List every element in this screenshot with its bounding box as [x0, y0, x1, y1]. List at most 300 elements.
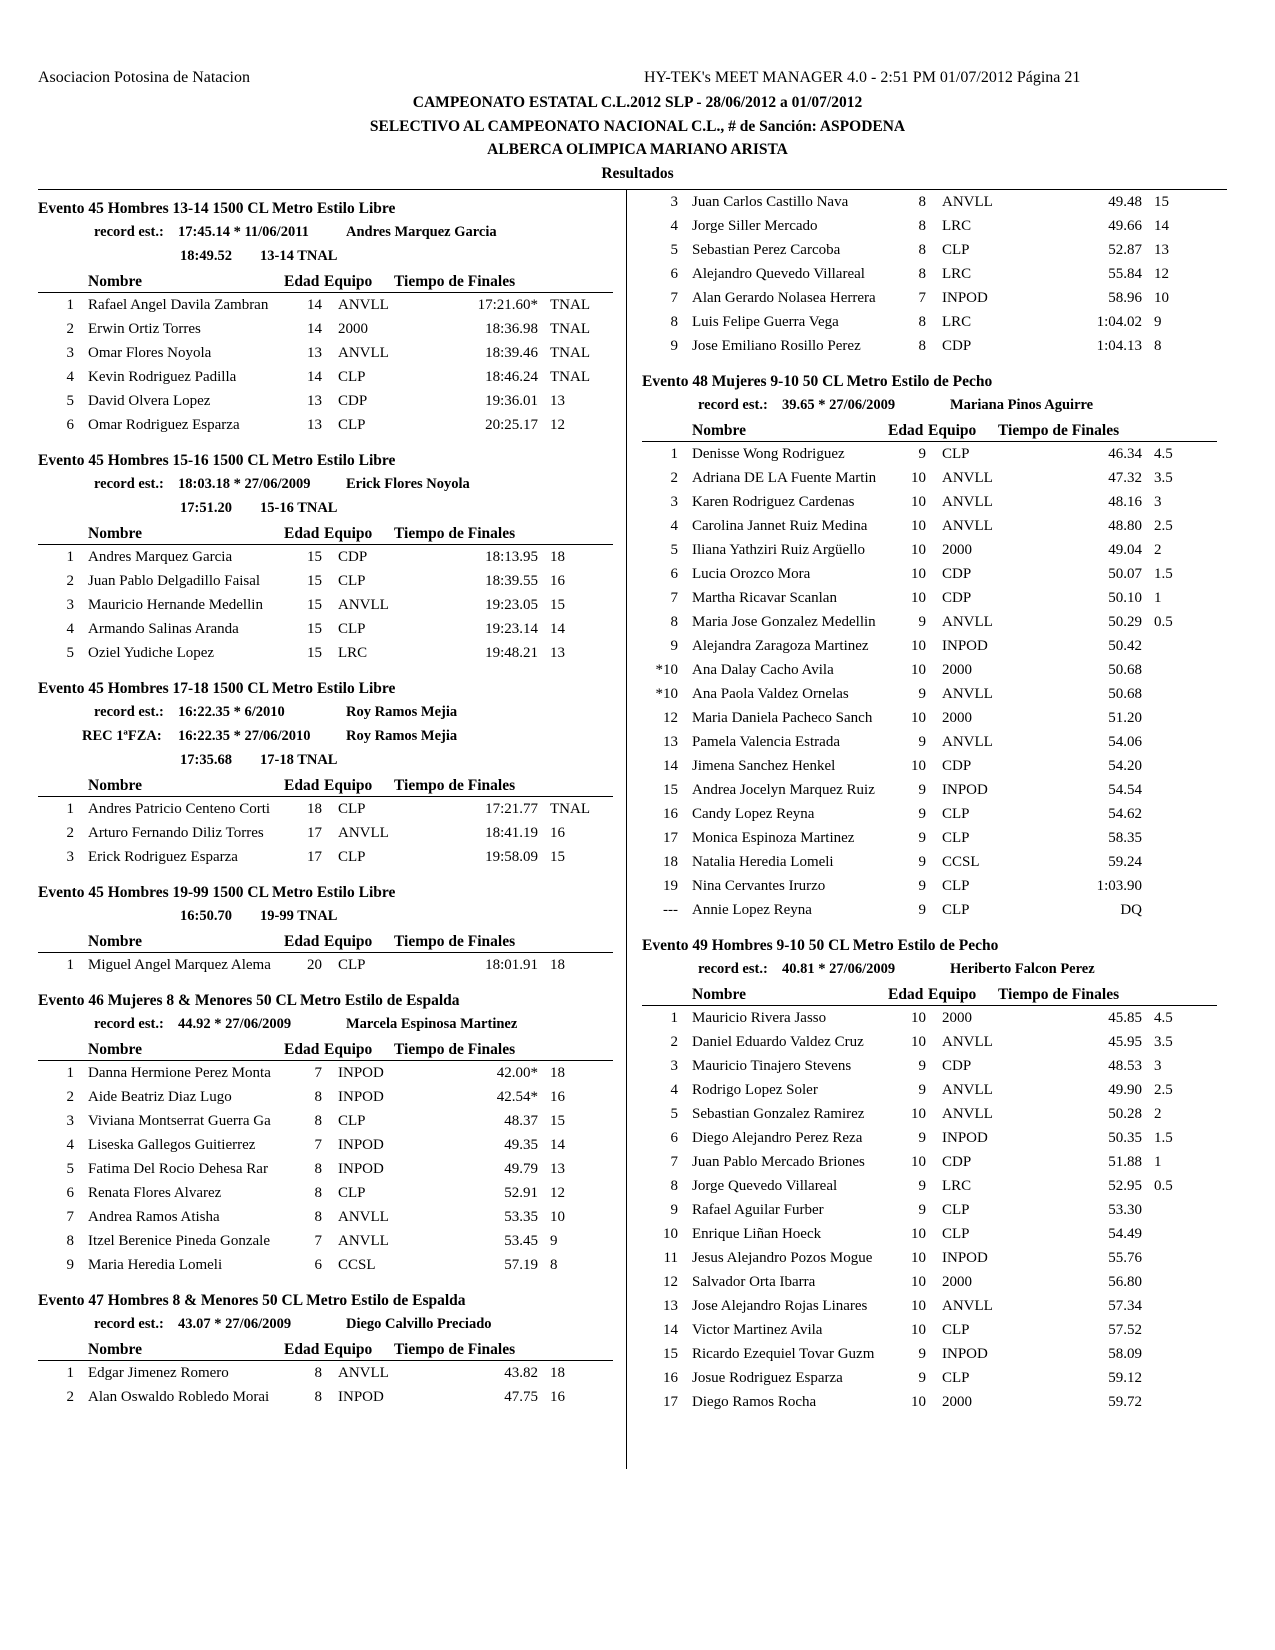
team: ANVLL	[942, 518, 993, 534]
record-line	[642, 393, 1217, 417]
place: 14	[663, 1322, 678, 1338]
age: 10	[911, 1106, 926, 1122]
points: 0.5	[1154, 1178, 1173, 1194]
team: CDP	[942, 758, 972, 774]
points: 8	[1154, 338, 1162, 354]
points: 1.5	[1154, 1130, 1173, 1146]
swimmer-name: Arturo Fernando Diliz Torres	[88, 825, 264, 841]
team: 2000	[942, 542, 972, 558]
final-time: 1:03.90	[1096, 878, 1142, 894]
points: 3.5	[1154, 1034, 1173, 1050]
place: 7	[670, 590, 678, 606]
points: 13	[1154, 242, 1169, 258]
header-time: Tiempo de Finales	[394, 933, 516, 950]
result-row	[642, 1006, 1217, 1030]
team: CLP	[338, 417, 366, 433]
swimmer-name: Maria Heredia Lomeli	[88, 1257, 223, 1273]
result-row	[642, 262, 1217, 286]
team: LRC	[942, 314, 972, 330]
age: 9	[918, 1346, 926, 1362]
result-row	[642, 1102, 1217, 1126]
points: TNAL	[550, 321, 590, 337]
final-time: 49.48	[1108, 194, 1142, 210]
team: CLP	[942, 1202, 970, 1218]
record-holder: Roy Ramos Mejia	[346, 728, 458, 744]
age: 9	[918, 1370, 926, 1386]
record-holder: 15-16 TNAL	[260, 500, 338, 516]
final-time: 50.07	[1108, 566, 1142, 582]
age: 9	[918, 1178, 926, 1194]
swimmer-name: Rafael Angel Davila Zambran	[88, 297, 269, 313]
result-row	[38, 1181, 613, 1205]
final-time: 50.10	[1108, 590, 1142, 606]
team: CLP	[338, 1113, 366, 1129]
place: 1	[66, 1365, 74, 1381]
place: 8	[66, 1233, 74, 1249]
place: 17	[663, 1394, 678, 1410]
age: 10	[911, 1274, 926, 1290]
meet-subtitle: SELECTIVO AL CAMPEONATO NACIONAL C.L., # de Sanción: ASPODENA	[369, 118, 906, 135]
result-row	[38, 821, 613, 845]
points: 2.5	[1154, 1082, 1173, 1098]
place: 16	[663, 806, 678, 822]
swimmer-name: Edgar Jimenez Romero	[88, 1365, 229, 1381]
points: 16	[550, 1389, 565, 1405]
age: 10	[911, 1250, 926, 1266]
swimmer-name: Mauricio Rivera Jasso	[692, 1010, 827, 1026]
team: CLP	[338, 369, 366, 385]
venue: ALBERCA OLIMPICA MARIANO ARISTA	[487, 141, 788, 158]
result-row	[38, 641, 613, 665]
swimmer-name: Maria Jose Gonzalez Medellin	[692, 614, 876, 630]
result-row	[642, 1150, 1217, 1174]
result-row	[38, 1061, 613, 1085]
event-title: Evento 45 Hombres 13-14 1500 CL Metro Estilo Libre	[38, 200, 396, 217]
points: 4.5	[1154, 446, 1173, 462]
team: CLP	[942, 878, 970, 894]
place: 14	[663, 758, 678, 774]
place: 1	[66, 957, 74, 973]
swimmer-name: Itzel Berenice Pineda Gonzale	[88, 1233, 270, 1249]
result-row	[642, 538, 1217, 562]
column-headers	[38, 928, 613, 953]
record-time: 17:35.68	[180, 752, 232, 768]
swimmer-name: Kevin Rodriguez Padilla	[88, 369, 237, 385]
place: 6	[670, 266, 678, 282]
place: 5	[66, 393, 74, 409]
record-holder: Erick Flores Noyola	[346, 476, 470, 492]
points: 13	[550, 645, 565, 661]
team: INPOD	[942, 290, 988, 306]
result-row	[642, 286, 1217, 310]
team: ANVLL	[942, 614, 993, 630]
header-team: Equipo	[324, 525, 373, 542]
place: 2	[66, 573, 74, 589]
event-title: Evento 48 Mujeres 9-10 50 CL Metro Estilo de Pecho	[642, 373, 993, 390]
final-time: 58.96	[1108, 290, 1142, 306]
team: CDP	[942, 1154, 972, 1170]
event-title: Evento 46 Mujeres 8 & Menores 50 CL Metro Estilo de Espalda	[38, 992, 460, 1009]
age: 8	[918, 266, 926, 282]
age: 10	[911, 542, 926, 558]
swimmer-name: Oziel Yudiche Lopez	[88, 645, 215, 661]
swimmer-name: Mauricio Hernande Medellin	[88, 597, 263, 613]
age: 13	[307, 393, 322, 409]
place: 5	[670, 542, 678, 558]
header-name: Nombre	[88, 933, 142, 950]
place: 6	[66, 417, 74, 433]
team: ANVLL	[338, 825, 389, 841]
points: 12	[550, 417, 565, 433]
result-row	[38, 593, 613, 617]
record-label: record est.:	[94, 224, 164, 240]
team: CLP	[338, 1185, 366, 1201]
final-time: 19:23.14	[485, 621, 538, 637]
final-time: 18:41.19	[485, 825, 538, 841]
swimmer-name: Jose Alejandro Rojas Linares	[692, 1298, 868, 1314]
points: 14	[550, 621, 565, 637]
team: ANVLL	[942, 194, 993, 210]
place: 3	[66, 597, 74, 613]
record-holder: 13-14 TNAL	[260, 248, 338, 264]
points: 1	[1154, 1154, 1162, 1170]
age: 8	[314, 1389, 322, 1405]
result-row	[38, 569, 613, 593]
org-name: Asociacion Potosina de Natacion	[38, 69, 250, 86]
final-time: 54.20	[1108, 758, 1142, 774]
place: 11	[663, 1250, 678, 1266]
place: 10	[663, 1226, 678, 1242]
result-row	[38, 341, 613, 365]
team: INPOD	[942, 638, 988, 654]
final-time: 49.04	[1108, 542, 1142, 558]
team: 2000	[942, 1394, 972, 1410]
final-time: 51.88	[1108, 1154, 1142, 1170]
final-time: 53.35	[504, 1209, 538, 1225]
age: 14	[307, 369, 322, 385]
swimmer-name: Diego Ramos Rocha	[692, 1394, 817, 1410]
age: 10	[911, 494, 926, 510]
record-time: 16:50.70	[180, 908, 232, 924]
age: 15	[307, 621, 322, 637]
software-stamp: HY-TEK's MEET MANAGER 4.0 - 2:51 PM 01/07/2012 Página 21	[644, 69, 1081, 86]
place: 3	[670, 494, 678, 510]
swimmer-name: Diego Alejandro Perez Reza	[692, 1130, 863, 1146]
team: CLP	[942, 446, 970, 462]
swimmer-name: Jesus Alejandro Pozos Mogue	[692, 1250, 873, 1266]
team: CLP	[338, 801, 366, 817]
age: 20	[307, 957, 322, 973]
result-row	[642, 238, 1217, 262]
final-time: 54.62	[1108, 806, 1142, 822]
record-time: 18:49.52	[180, 248, 232, 264]
record-label: record est.:	[94, 704, 164, 720]
age: 9	[918, 1082, 926, 1098]
swimmer-name: Denisse Wong Rodriguez	[692, 446, 845, 462]
event-title: Evento 47 Hombres 8 & Menores 50 CL Metro Estilo de Espalda	[38, 1292, 466, 1309]
swimmer-name: Karen Rodriguez Cardenas	[692, 494, 855, 510]
place: 1	[66, 297, 74, 313]
age: 10	[911, 1298, 926, 1314]
final-time: 50.29	[1108, 614, 1142, 630]
final-time: 19:58.09	[485, 849, 538, 865]
final-time: 50.28	[1108, 1106, 1142, 1122]
place: 4	[66, 1137, 74, 1153]
final-time: 48.80	[1108, 518, 1142, 534]
age: 9	[918, 830, 926, 846]
record-time: 39.65 * 27/06/2009	[782, 397, 896, 413]
swimmer-name: Juan Pablo Delgadillo Faisal	[88, 573, 261, 589]
age: 8	[918, 242, 926, 258]
place: 3	[670, 194, 678, 210]
final-time: 18:39.55	[485, 573, 538, 589]
points: 18	[550, 549, 565, 565]
age: 10	[911, 1154, 926, 1170]
team: CLP	[338, 573, 366, 589]
team: INPOD	[942, 1346, 988, 1362]
age: 9	[918, 902, 926, 918]
team: INPOD	[942, 1130, 988, 1146]
record-holder: 19-99 TNAL	[260, 908, 338, 924]
final-time: DQ	[1120, 902, 1142, 918]
result-row	[642, 898, 1217, 922]
record-label: record est.:	[94, 476, 164, 492]
points: 3	[1154, 1058, 1162, 1074]
place: 1	[66, 549, 74, 565]
team: CDP	[338, 393, 368, 409]
points: 9	[1154, 314, 1162, 330]
final-time: 17:21.60*	[477, 297, 538, 313]
swimmer-name: Monica Espinoza Martinez	[692, 830, 855, 846]
record-time: 18:03.18 * 27/06/2009	[178, 476, 311, 492]
age: 7	[314, 1233, 322, 1249]
record-line	[38, 244, 613, 268]
age: 9	[918, 1130, 926, 1146]
swimmer-name: Maria Daniela Pacheco Sanch	[692, 710, 873, 726]
final-time: 49.79	[504, 1161, 538, 1177]
final-time: 18:36.98	[485, 321, 538, 337]
swimmer-name: Ana Paola Valdez Ornelas	[692, 686, 849, 702]
swimmer-name: Ana Dalay Cacho Avila	[692, 662, 834, 678]
result-row	[38, 1085, 613, 1109]
age: 8	[314, 1365, 322, 1381]
column-headers	[38, 1336, 613, 1361]
swimmer-name: Jorge Quevedo Villareal	[692, 1178, 838, 1194]
column-headers	[642, 417, 1217, 442]
final-time: 1:04.13	[1096, 338, 1142, 354]
team: CLP	[338, 957, 366, 973]
column-divider	[626, 189, 627, 1469]
place: 2	[66, 321, 74, 337]
result-row	[38, 317, 613, 341]
header-time: Tiempo de Finales	[394, 273, 516, 290]
final-time: 48.37	[504, 1113, 538, 1129]
age: 8	[314, 1113, 322, 1129]
swimmer-name: Andres Marquez Garcia	[88, 549, 233, 565]
record-label: record est.:	[94, 1316, 164, 1332]
column-headers	[38, 772, 613, 797]
team: ANVLL	[338, 297, 389, 313]
record-holder: Heriberto Falcon Perez	[950, 961, 1095, 977]
swimmer-name: Miguel Angel Marquez Alema	[88, 957, 271, 973]
points: 1.5	[1154, 566, 1173, 582]
final-time: 57.34	[1108, 1298, 1142, 1314]
swimmer-name: Erick Rodriguez Esparza	[88, 849, 238, 865]
header-team: Equipo	[324, 777, 373, 794]
team: LRC	[338, 645, 368, 661]
header-time: Tiempo de Finales	[394, 1341, 516, 1358]
team: CLP	[942, 806, 970, 822]
age: 9	[918, 614, 926, 630]
record-time: 17:45.14 * 11/06/2011	[178, 224, 309, 240]
team: ANVLL	[338, 597, 389, 613]
place: 5	[670, 242, 678, 258]
result-row	[38, 413, 613, 437]
place: 15	[663, 1346, 678, 1362]
place: 7	[670, 1154, 678, 1170]
place: 1	[670, 1010, 678, 1026]
result-row	[642, 826, 1217, 850]
swimmer-name: Jorge Siller Mercado	[692, 218, 818, 234]
points: 0.5	[1154, 614, 1173, 630]
team: ANVLL	[942, 1034, 993, 1050]
age: 7	[918, 290, 926, 306]
record-label: REC 1ªFZA:	[82, 728, 162, 744]
swimmer-name: Omar Rodriguez Esparza	[88, 417, 240, 433]
header-name: Nombre	[88, 525, 142, 542]
record-line	[38, 472, 613, 496]
swimmer-name: Rodrigo Lopez Soler	[692, 1082, 818, 1098]
final-time: 50.68	[1108, 662, 1142, 678]
points: 15	[550, 1113, 565, 1129]
header-age: Edad	[284, 777, 320, 794]
result-row	[642, 1126, 1217, 1150]
team: CDP	[338, 549, 368, 565]
result-row	[38, 1361, 613, 1385]
column-headers	[38, 520, 613, 545]
record-time: 16:22.35 * 6/2010	[178, 704, 285, 720]
team: CLP	[338, 849, 366, 865]
team: ANVLL	[942, 1106, 993, 1122]
age: 7	[314, 1065, 322, 1081]
swimmer-name: David Olvera Lopez	[88, 393, 211, 409]
final-time: 56.80	[1108, 1274, 1142, 1290]
age: 8	[918, 194, 926, 210]
swimmer-name: Victor Martinez Avila	[692, 1322, 823, 1338]
place: 9	[670, 338, 678, 354]
final-time: 42.00*	[496, 1065, 538, 1081]
result-row	[38, 1133, 613, 1157]
team: 2000	[942, 662, 972, 678]
age: 8	[918, 338, 926, 354]
team: ANVLL	[942, 686, 993, 702]
swimmer-name: Andrea Jocelyn Marquez Ruiz	[692, 782, 875, 798]
place: *10	[655, 662, 678, 678]
header-name: Nombre	[692, 422, 746, 439]
points: 13	[550, 393, 565, 409]
header-time: Tiempo de Finales	[394, 1041, 516, 1058]
final-time: 18:01.91	[485, 957, 538, 973]
final-time: 49.35	[504, 1137, 538, 1153]
age: 15	[307, 549, 322, 565]
points: 16	[550, 1089, 565, 1105]
result-row	[38, 845, 613, 869]
result-row	[642, 1030, 1217, 1054]
record-line	[38, 496, 613, 520]
result-row	[642, 490, 1217, 514]
swimmer-name: Daniel Eduardo Valdez Cruz	[692, 1034, 864, 1050]
points: 2	[1154, 542, 1162, 558]
result-row	[642, 562, 1217, 586]
final-time: 18:13.95	[485, 549, 538, 565]
swimmer-name: Jose Emiliano Rosillo Perez	[692, 338, 861, 354]
place: 5	[66, 1161, 74, 1177]
team: 2000	[338, 321, 368, 337]
final-time: 19:36.01	[485, 393, 538, 409]
team: INPOD	[338, 1065, 384, 1081]
points: 12	[1154, 266, 1169, 282]
event-title: Evento 45 Hombres 19-99 1500 CL Metro Estilo Libre	[38, 884, 396, 901]
swimmer-name: Alejandro Quevedo Villareal	[692, 266, 865, 282]
final-time: 59.72	[1108, 1394, 1142, 1410]
age: 9	[918, 1202, 926, 1218]
result-row	[642, 310, 1217, 334]
final-time: 53.45	[504, 1233, 538, 1249]
points: TNAL	[550, 369, 590, 385]
team: LRC	[942, 218, 972, 234]
swimmer-name: Mauricio Tinajero Stevens	[692, 1058, 852, 1074]
team: 2000	[942, 1274, 972, 1290]
age: 13	[307, 417, 322, 433]
result-row	[642, 658, 1217, 682]
team: INPOD	[338, 1389, 384, 1405]
header-time: Tiempo de Finales	[998, 422, 1120, 439]
swimmer-name: Enrique Liñan Hoeck	[692, 1226, 822, 1242]
age: 8	[918, 314, 926, 330]
header-name: Nombre	[88, 1041, 142, 1058]
result-row	[642, 1342, 1217, 1366]
team: ANVLL	[942, 494, 993, 510]
final-time: 20:25.17	[485, 417, 538, 433]
swimmer-name: Luis Felipe Guerra Vega	[692, 314, 839, 330]
points: TNAL	[550, 297, 590, 313]
final-time: 46.34	[1108, 446, 1142, 462]
place: 2	[670, 1034, 678, 1050]
record-holder: Marcela Espinosa Martinez	[346, 1016, 518, 1032]
header-age: Edad	[284, 933, 320, 950]
place: 15	[663, 782, 678, 798]
result-row	[642, 610, 1217, 634]
place: 9	[670, 1202, 678, 1218]
swimmer-name: Adriana DE LA Fuente Martin	[692, 470, 877, 486]
header-team: Equipo	[928, 986, 977, 1003]
team: CLP	[338, 621, 366, 637]
place: 6	[670, 1130, 678, 1146]
age: 15	[307, 597, 322, 613]
points: 16	[550, 573, 565, 589]
column-headers	[642, 981, 1217, 1006]
swimmer-name: Natalia Heredia Lomeli	[692, 854, 834, 870]
place: 3	[66, 1113, 74, 1129]
age: 10	[911, 638, 926, 654]
result-row	[38, 1157, 613, 1181]
place: 18	[663, 854, 678, 870]
record-line	[38, 748, 613, 772]
age: 10	[911, 1226, 926, 1242]
age: 8	[314, 1161, 322, 1177]
swimmer-name: Carolina Jannet Ruiz Medina	[692, 518, 868, 534]
record-time: 16:22.35 * 27/06/2010	[178, 728, 311, 744]
